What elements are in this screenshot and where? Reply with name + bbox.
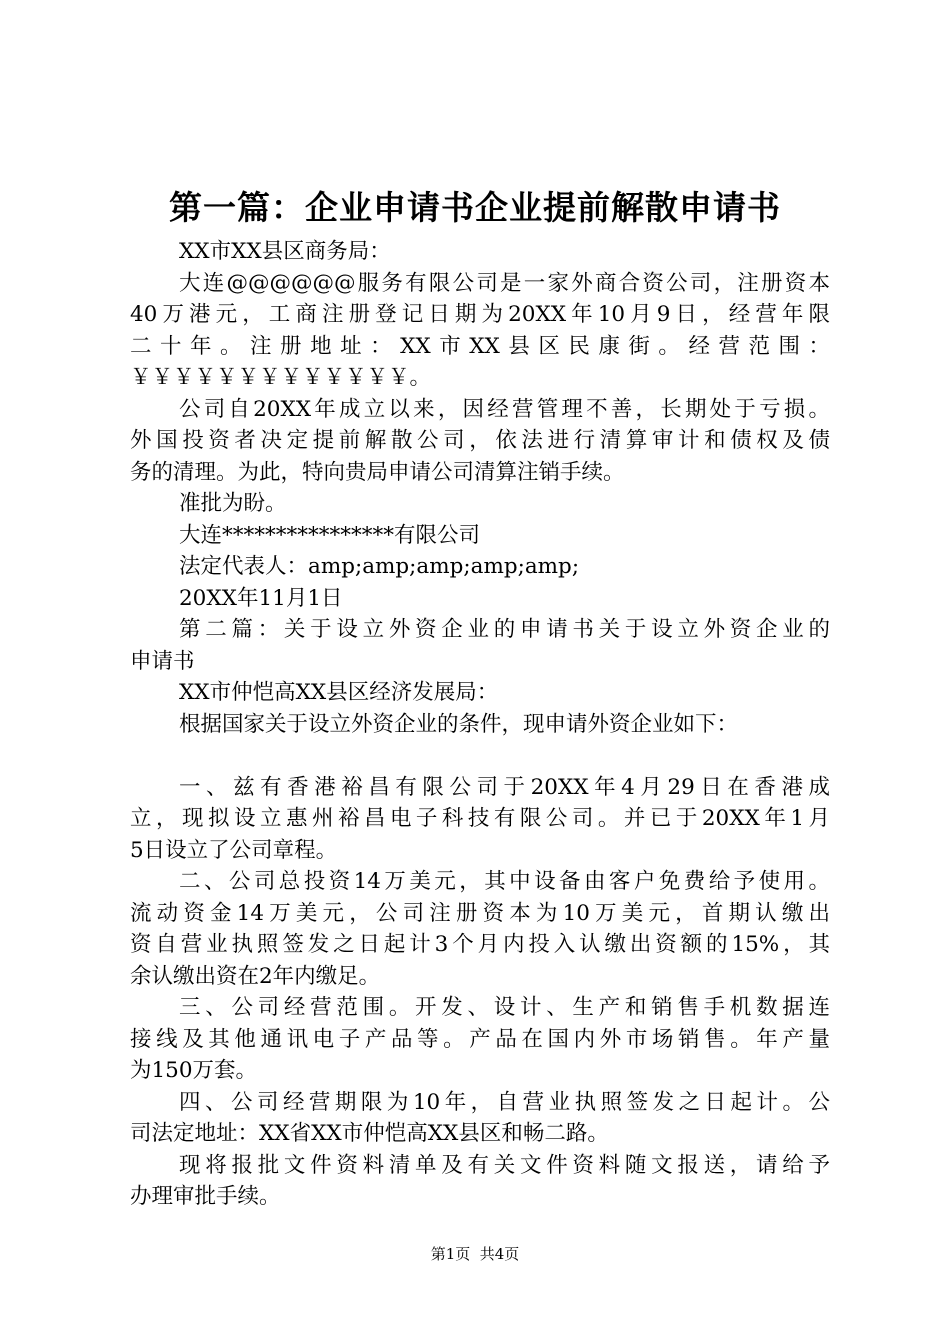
text-line: ￥￥￥￥￥￥￥￥￥￥￥￥￥。 — [130, 365, 432, 390]
text-line: 准批为盼。 — [179, 491, 287, 516]
text-line: XX市仲恺高XX县区经济发展局： — [179, 680, 499, 705]
text-line: 流动资金14万美元，公司注册资本为10万美元，首期认缴出 — [130, 900, 830, 926]
text-line: 公司自20XX年成立以来，因经营管理不善，长期处于亏损。 — [179, 396, 830, 422]
text-line: 根据国家关于设立外资企业的条件，现申请外资企业如下： — [179, 711, 739, 737]
text-line: 为150万套。 — [130, 1058, 258, 1083]
document-title: 第一篇：企业申请书企业提前解散申请书 — [169, 188, 781, 227]
text-line: 现将报批文件资料清单及有关文件资料随文报送，请给予 — [179, 1152, 830, 1178]
text-line: 立，现拟设立惠州裕昌电子科技有限公司。并已于20XX年1月 — [130, 806, 830, 831]
text-line: 20XX年11月1日 — [179, 585, 343, 611]
text-line: 接线及其他通讯电子产品等。产品在国内外市场销售。年产量 — [130, 1026, 830, 1052]
text-line: 申请书 — [130, 648, 195, 674]
text-line: 一、兹有香港裕昌有限公司于20XX年4月29日在香港成 — [179, 774, 830, 800]
document-body — [130, 236, 830, 1213]
text-line: 大连@@@@@@服务有限公司是一家外商合资公司，注册资本 — [179, 270, 830, 296]
text-line: 务的清理。为此，特向贵局申请公司清算注销手续。 — [130, 459, 625, 485]
text-line: 法定代表人：amp;amp;amp;amp;amp; — [179, 554, 580, 579]
text-line: 大连****************有限公司 — [179, 522, 481, 548]
text-line: 第二篇：关于设立外资企业的申请书关于设立外资企业的 — [179, 617, 830, 642]
text-line: 司法定地址：XX省XX市仲恺高XX县区和畅二路。 — [130, 1121, 609, 1146]
text-line: 外国投资者决定提前解散公司，依法进行清算审计和债权及债 — [130, 428, 830, 453]
text-line: 三、公司经营范围。开发、设计、生产和销售手机数据连 — [179, 995, 830, 1020]
text-line: XX市XX县区商务局： — [179, 239, 391, 264]
blank-line — [130, 740, 830, 772]
text-line: 二十年。注册地址：XX市XX县区民康街。经营范围： — [130, 333, 830, 359]
text-line: 余认缴出资在2年内缴足。 — [130, 963, 381, 989]
text-line: 资自营业执照签发之日起计3个月内投入认缴出资额的15%，其 — [130, 932, 830, 957]
page-number: 第1页 共4页 — [430, 1245, 520, 1263]
text-line: 二、公司总投资14万美元，其中设备由客户免费给予使用。 — [179, 869, 830, 894]
text-line: 四、公司经营期限为10年，自营业执照签发之日起计。公 — [179, 1089, 830, 1115]
text-line: 办理审批手续。 — [130, 1184, 281, 1209]
text-line: 5日设立了公司章程。 — [130, 837, 338, 863]
text-line: 40万港元，工商注册登记日期为20XX年10月9日，经营年限 — [130, 302, 830, 327]
